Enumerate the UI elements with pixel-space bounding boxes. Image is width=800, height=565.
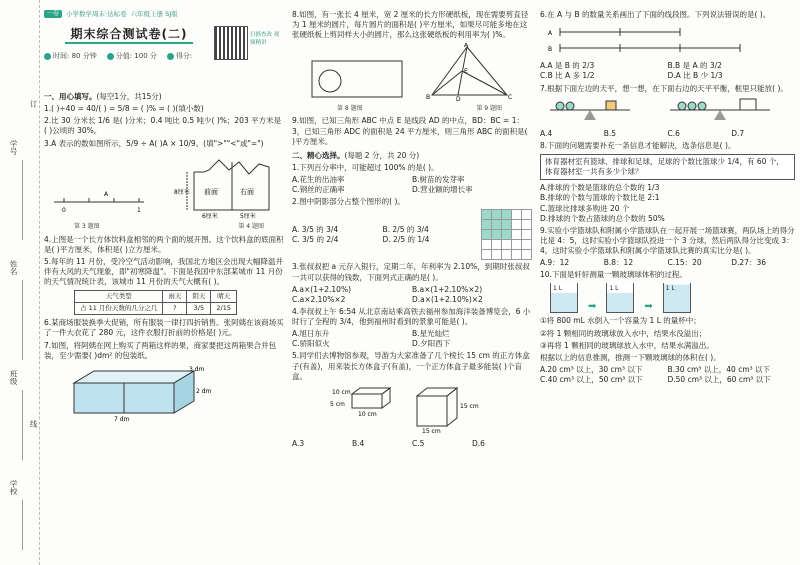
choice-option[interactable]: C.钢丝的正确率 [292,185,345,195]
choice-option[interactable]: B.星光灿烂 [412,329,450,339]
box-figure [44,363,244,423]
svg-text:10 cm: 10 cm [358,410,377,418]
beaker: 1 L [550,283,578,313]
question: 6.在 A 与 B 的数量关系画出了下面的线段图。下列说法错误的是( )。 [540,10,771,19]
table-cell: 3/5 [187,303,211,315]
choice-option[interactable]: A.a×(1+2.10%) [292,284,351,294]
choice-options [292,285,532,305]
choice-option[interactable]: D.27：36 [731,258,766,268]
score-info: 得分: [167,52,192,61]
figures-8-9 [292,43,532,113]
choice-option[interactable]: A.A 是 B 的 2/3 [540,61,595,71]
time-info: 时间: 80 分钟 [44,52,97,61]
choice-option[interactable]: D.夕阳西下 [412,339,451,349]
choice-option[interactable]: A.4 [540,128,553,138]
svg-text:A: A [104,190,109,198]
svg-text:0: 0 [62,206,66,214]
choice-option[interactable]: C.40 cm³ 以上，50 cm³ 以下 [540,375,643,384]
svg-text:10 cm: 10 cm [332,388,351,396]
choice-option[interactable]: B.排球的个数与篮球的个数比是 2:1 [540,193,660,203]
question: 7.根据下面左边的天平，想一想，在下面右边的天平平衡，框里只能放( )。 [540,83,788,93]
question: 10.下面是轩轩测量一颗玻璃球体积的过程。 [540,270,687,280]
column-1 [44,8,284,560]
question: 1.( )÷40 = 40/( ) = 5/8 = ( )% = ( )(填小数) [44,104,204,114]
series-tag: 一卷 [44,10,62,18]
question-2-block [292,209,532,260]
svg-text:3 dm: 3 dm [189,365,205,373]
question: 3.A 表示的数如图所示，5/9 ÷ A( )A × 10/9。(填">""<"或"=") [44,138,264,148]
arrow-icon: ➡ [644,300,653,312]
svg-text:前面: 前面 [204,187,218,196]
total-info: 分值: 100 分 [107,52,157,61]
write-line [22,280,23,360]
figure-caption: 第 9 题图 [476,104,502,112]
arrow-icon: ➡ [588,300,597,312]
choice-option[interactable]: C.a×2.10%×2 [292,294,346,304]
question: 2.图中阴影部分占整个图形的( )。 [292,197,405,207]
exam-meta [44,52,284,61]
question: 5.每年的 11 月份，受冷空气活动影响，我国北方地区会出现大幅降温并伴有大风的天气现象，即"初寒降温"。下面是我国中东部某城市 11 月份的天气情况统计表，该城市 11 月份的天气大概有( )。 [44,256,283,287]
gutter-label-class: 班级 [9,370,19,385]
svg-text:2 dm: 2 dm [196,387,212,395]
clock-icon [44,53,51,60]
choice-options [540,129,795,139]
beaker: 1 L [606,283,634,313]
qr-note: 扫描查改 视频精讲 [250,32,280,46]
choice-option[interactable]: B.5 [603,128,617,138]
question: 6.某商场服装换季大促销，所有服装一律打四折销售。张阿姨在该商场买了一件大衣花了 280 元，这件衣服打折前的价格是( )元。 [44,318,284,338]
choice-option[interactable]: D.50 cm³ 以上，60 cm³ 以下 [667,375,771,384]
binding-gutter [0,0,40,565]
table-cell: ? [163,303,187,315]
gutter-label-school: 学校 [9,480,19,495]
svg-text:B: B [548,46,553,54]
choice-option[interactable]: D. 2/5 的 1/4 [382,234,430,244]
question: 4.上图是一个长方体饮料盒相邻的两个面的展开图。这个饮料盒的底面积是( )平方厘米，体积是( )立方厘米。 [44,234,284,254]
header-bar [44,8,284,20]
choice-option[interactable]: C.篮球比排球多购进 20 个 [540,203,630,213]
choice-option[interactable]: A.3 [292,438,305,448]
pen-icon [167,53,174,60]
svg-text:15 cm: 15 cm [460,402,479,410]
question: 9.如图，已知三角形 ABC 中点 E 是线段 AD 的中点，BD：BC = 1：3，已知三角形 ADC 的面积是 24 平方厘米，则三角形 ABC 的面积是( )平方厘米。 [292,116,528,146]
svg-text:5厘米: 5厘米 [240,212,256,220]
choice-option[interactable]: A.旭日东升 [292,329,330,339]
choice-option[interactable]: A.排球的个数是篮球的总个数的 1/3 [540,183,660,193]
choice-option[interactable]: C. 3/5 的 2/4 [292,234,339,244]
question: 8.下面的问题需要补充一条信息才能解决，选条信息是( )。 [540,140,736,150]
svg-text:D: D [456,96,461,102]
choice-option[interactable]: B. 2/5 的 3/4 [382,224,429,234]
beaker-figure [550,283,795,313]
table-cell: 占 11 月份天数的几分之几 [75,303,163,315]
svg-text:A: A [464,43,469,50]
cube-boxes-figure [292,384,532,434]
figure-caption: 第 8 题图 [337,104,363,112]
question: 2.比 30 分米长 1/6 是( )分米；0.4 吨比 0.5 吨少( )%；203 平方米是( )公顷的 30%。 [44,116,282,136]
column-3 [540,8,795,560]
svg-text:5 cm: 5 cm [330,400,345,408]
table-cell: 2/15 [211,303,237,315]
choice-option[interactable]: A. 3/5 的 3/4 [292,224,339,234]
svg-text:B: B [426,94,431,102]
figure-caption: 第 4 题图 [238,222,264,230]
info-box: 体育器材室有篮球、排球和足球，足球的个数比篮球少 1/4，有 60 个，体育器材室一共有多少个球？ [540,154,795,180]
table-cell: 晴天 [211,291,237,303]
choice-options [540,61,795,81]
choice-option[interactable]: B.B 是 A 的 3/2 [667,61,722,71]
svg-text:右面: 右面 [240,187,254,196]
choice-option[interactable]: D.排球的个数占篮球的总个数的 50% [540,213,665,223]
figure-caption: 第 3 题图 [74,222,100,230]
choice-option[interactable]: C.6 [667,128,680,138]
write-line [22,390,23,460]
title-block [44,26,284,88]
page-title: 期末综合测试卷(二) [44,26,214,44]
gutter-label-id: 学号 [9,140,19,155]
choice-option[interactable]: D.A 比 B 少 1/3 [667,71,723,81]
choice-option[interactable]: D.7 [731,128,745,138]
table-cell: 雨天 [163,291,187,303]
choice-option[interactable]: C.骄阳似火 [292,339,330,349]
svg-text:7 dm: 7 dm [114,415,130,423]
question: 8.如图，有一张长 4 厘米，宽 2 厘米的长方形硬纸板，现在需要剪直径为 1 厘米的圆片，每片圆片的面积是( )平方厘米，如果尽可能多地在这张硬纸板上剪同样大小的圆片，那么这张硬纸板的利用率为( )%。 [292,10,529,40]
choice-option[interactable]: A.9：12 [540,258,570,268]
svg-text:A: A [548,30,553,38]
column-2 [292,8,532,560]
table-cell: 阴天 [187,291,211,303]
step-text: ①将 800 mL 水倒入一个容量为 1 L 的量杯中； [540,316,701,326]
write-line [22,160,23,240]
figures-3-4 [44,152,284,232]
choice-options [292,329,532,349]
choice-option[interactable]: B.30 cm³ 以上，40 cm³ 以下 [667,364,771,374]
choice-option[interactable]: A.20 cm³ 以上，30 cm³ 以下 [540,364,643,374]
step-text: ③再将 1 颗相同的玻璃球放入水中，结果水满溢出。 [540,340,714,350]
svg-text:1: 1 [137,206,141,214]
svg-text:15 cm: 15 cm [422,427,441,434]
choice-option[interactable]: C.B 比 A 多 1/2 [540,71,595,81]
series-name: 小学数学周末·达标卷 [66,9,127,18]
beaker: 1 L [663,283,691,313]
section-heading: 二、精心选择。(每题 2 分，共 20 分) [292,150,420,160]
grade-label: 六年级上册 SJ版 [130,9,178,18]
section-heading: 一、用心填写。(每空1分，共15分) [44,92,162,101]
gutter-cut-mark: 订 [29,100,39,108]
choice-option[interactable]: B.8：12 [603,258,634,268]
question: 7.如图，将阿姨在网上购买了两箱这样的果，商家要把这两箱果合并包装，至少需要( )dm² 的包装纸。 [44,340,277,360]
gutter-cut-mark: 线 [29,420,39,428]
qr-code-icon[interactable] [214,26,248,60]
balance-figure [540,96,780,124]
svg-text:6厘米: 6厘米 [202,212,218,220]
choice-option[interactable]: B.4 [352,438,365,448]
score-icon [107,53,114,60]
gutter-label-name: 姓名 [9,260,19,275]
choice-option[interactable]: C.15：20 [667,258,702,268]
question: 5.同学们去博物馆参观，导游为大家准备了几个棱长 15 cm 的正方体盒子(有盖)，用来装长方体盒子(有盖)，一个正方体盒子最多能装( )个盲盒。 [292,351,530,381]
choice-option[interactable]: A.花生的出油率 [292,175,345,184]
choice-options [292,225,473,245]
table-header-row [75,291,237,303]
choice-option[interactable]: D.营业额的增长率 [412,185,473,195]
table-cell: 天气类型 [75,291,163,303]
choice-options [292,175,532,195]
number-line-figure [44,152,284,220]
question: 根据以上的信息推测，推测一下颗玻璃球的体积在( )。 [540,352,721,362]
svg-text:E: E [464,68,468,76]
choice-options [540,183,795,224]
choice-option[interactable]: D.6 [472,438,485,448]
shaded-grid-figure [481,209,532,260]
step-text: ②将 1 颗相同的玻璃球放入水中，结果水没溢出； [540,328,707,338]
choice-options [540,258,795,268]
choice-option[interactable]: B.树苗的发芽率 [412,175,465,184]
question: 1.下列百分率中，可能超过 100% 的是( )。 [292,162,439,172]
choice-options [292,439,532,449]
geometry-figures [292,43,532,101]
svg-text:8厘米: 8厘米 [174,188,190,196]
question: 3.张叔叔把 a 元存入银行，定期二年，年利率为 2.10%，到期时张叔叔一共可以获得的钱数，下面列式正确的是( )。 [292,262,530,282]
write-line [22,500,23,550]
question: 4.李叔叔上午 6:54 从北京南站乘高铁去福州参加海洋装备博览会，6 小时行了全程的 3/4，他到福州时看到的景象可能是( )。 [292,306,531,326]
choice-option[interactable]: B.a×(1+2.10%×2) [412,284,483,294]
segment-diagram [540,22,780,56]
weather-table [74,290,237,315]
choice-option[interactable]: C.5 [412,438,425,448]
question: 9.实验小学篮球队和附属小学篮球队在一起开展一场篮球赛，两队场上的得分比是 4：5，这时实验小学篮球队投进一个 3 分球，然后两队得分比变成 3：4，这时实验小学篮球队和附属小学篮球队比赛的真实比分是( )。 [540,225,795,255]
choice-options [540,365,795,385]
svg-text:C: C [508,94,513,102]
choice-option[interactable]: D.a×(1+2.10%)×2 [412,294,483,304]
table-row [75,303,237,315]
